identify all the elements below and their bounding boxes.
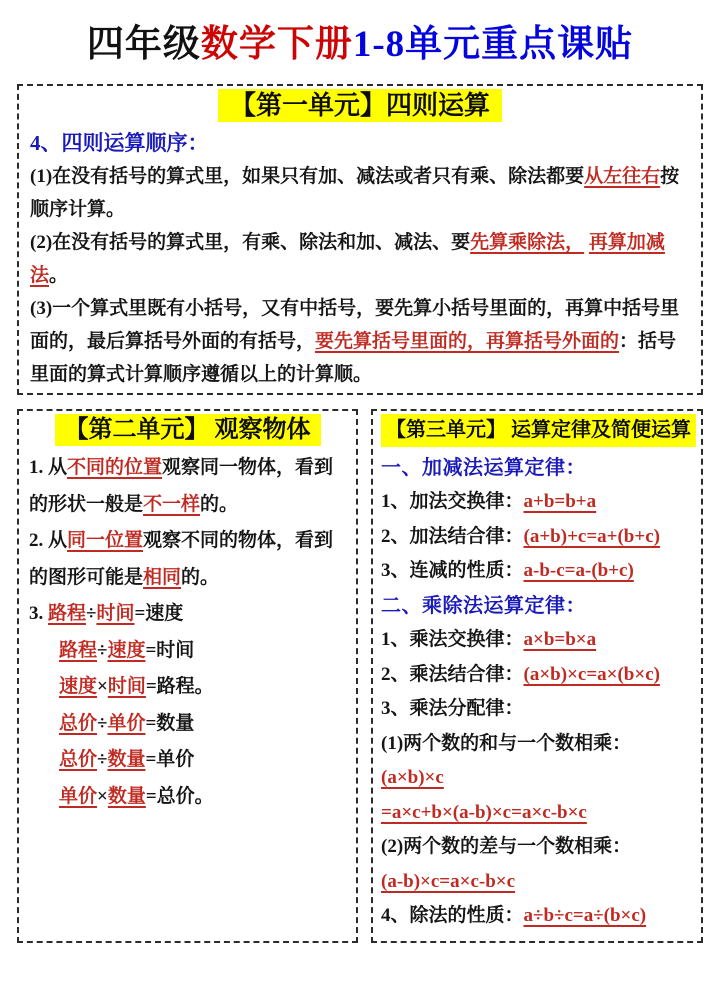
unit3-box: [371, 409, 703, 943]
unit2-box: [17, 409, 358, 943]
text-segment: 要先算括号里面的，再算括号外面的: [315, 331, 620, 353]
unit2-item-2: [29, 523, 346, 596]
unit3-heading-2: 二、乘除法运算定律：: [381, 594, 586, 617]
lower-columns: [17, 409, 703, 943]
text-segment: 不一样: [143, 493, 201, 515]
text-segment: =数量: [145, 712, 195, 734]
text-segment: 数量: [107, 785, 146, 807]
text-segment: 相同: [143, 566, 182, 588]
unit3-heading-1: 一、加减法运算定律：: [381, 456, 586, 479]
text-segment: 同一位置: [67, 530, 144, 552]
text-segment: 四年级: [86, 24, 201, 65]
text-segment: 3.: [29, 603, 48, 625]
unit1-paragraph-3: [30, 292, 690, 391]
text-segment: 1-8单元重点课贴: [352, 24, 634, 65]
unit3-formula-2: [381, 796, 693, 831]
text-segment: (2)在没有括号的算式里，有乘、除法和加、减法、要: [30, 232, 471, 254]
unit1-paragraph-2: [30, 226, 690, 292]
unit2-title-row: [29, 414, 346, 447]
unit1-title-row: [30, 89, 690, 123]
unit3-title: 【第三单元】 运算定律及简便运算: [381, 414, 696, 447]
unit1-box: [17, 84, 703, 395]
text-segment: 2、加法结合律：: [381, 525, 524, 547]
text-segment: =a×c+b×(a-b)×c=a×c-b×c: [381, 801, 587, 823]
text-segment: ÷: [97, 749, 108, 771]
text-segment: ×: [97, 785, 108, 807]
text-segment: 4、除法的性质：: [381, 905, 524, 927]
text-segment: ÷: [97, 712, 108, 734]
unit3-item-2: [381, 520, 693, 555]
text-segment: 。: [49, 265, 69, 287]
text-segment: 1、加法交换律：: [381, 491, 524, 513]
text-segment: 3、乘法分配律：: [381, 698, 524, 720]
text-segment: 数学下册: [200, 24, 353, 65]
text-segment: 观察不同的物体，看到的图形可能是: [29, 530, 334, 588]
text-segment: =时间: [145, 639, 195, 661]
text-segment: ÷: [97, 639, 108, 661]
text-segment: (1)在没有括号的算式里，如果只有加、减法或者只有乘、除法都要: [30, 166, 585, 188]
text-segment: (a+b)+c=a+(b+c): [523, 525, 660, 547]
text-segment: 路程: [48, 603, 87, 625]
unit3-item-5: [381, 658, 693, 693]
unit3-item-6: [381, 692, 693, 727]
text-segment: =速度: [134, 603, 184, 625]
text-segment: 数量: [107, 749, 146, 771]
text-segment: ÷: [86, 603, 97, 625]
unit3-formula-1: [381, 761, 693, 796]
unit2-item-3: [29, 596, 346, 633]
text-segment: 再算加减法: [30, 232, 665, 287]
text-segment: 单价: [107, 712, 146, 734]
text-segment: 时间: [107, 676, 146, 698]
text-segment: a+b=b+a: [523, 491, 597, 513]
text-segment: (a-b)×c=a×c-b×c: [381, 870, 516, 892]
unit1-title: 【第一单元】四则运算: [218, 89, 502, 123]
text-segment: =总价。: [145, 785, 214, 807]
text-segment: (1)两个数的和与一个数相乘：: [381, 732, 632, 754]
text-segment: (2)两个数的差与一个数相乘：: [381, 836, 632, 858]
unit2-formula-1: [29, 633, 346, 670]
text-segment: 先算乘除法，: [470, 232, 585, 254]
text-segment: (a×b)×c=a×(b×c): [523, 663, 660, 685]
text-segment: 2. 从: [29, 530, 68, 552]
text-segment: 总价: [59, 749, 98, 771]
text-segment: 按顺序计算。: [30, 166, 680, 221]
text-segment: 的。: [181, 566, 220, 588]
page-title: [0, 24, 720, 67]
text-segment: 速度: [59, 676, 98, 698]
text-segment: ：括号里面的算式计算顺序遵循以上的计算顺。: [30, 331, 677, 386]
unit2-title: 【第二单元】 观察物体: [55, 414, 321, 447]
unit3-formula-3: [381, 865, 693, 900]
text-segment: a×b=b×a: [523, 629, 597, 651]
unit3-item-7: [381, 727, 693, 762]
text-segment: 时间: [96, 603, 135, 625]
text-segment: 不同的位置: [67, 457, 163, 479]
text-segment: =路程。: [145, 676, 214, 698]
unit1-paragraph-1: [30, 160, 690, 226]
unit3-item-9: [381, 899, 693, 934]
text-segment: a-b-c=a-(b+c): [523, 560, 634, 582]
unit2-item-1: [29, 450, 346, 523]
text-segment: 3、连减的性质：: [381, 560, 524, 582]
page: [0, 24, 720, 984]
unit3-item-1: [381, 485, 693, 520]
text-segment: 的。: [200, 493, 239, 515]
unit3-item-3: [381, 554, 693, 589]
text-segment: 路程: [59, 639, 98, 661]
text-segment: 1. 从: [29, 457, 68, 479]
text-segment: 2、乘法结合律：: [381, 663, 524, 685]
text-segment: 从左往右: [584, 166, 661, 188]
unit2-formula-5: [29, 779, 346, 816]
unit3-title-row: [381, 414, 693, 447]
unit1-heading: 4、四则运算顺序：: [30, 131, 209, 156]
text-segment: 总价: [59, 712, 98, 734]
text-segment: a÷b÷c=a÷(b×c): [523, 905, 647, 927]
text-segment: 1、乘法交换律：: [381, 629, 524, 651]
text-segment: =单价: [145, 749, 195, 771]
text-segment: 观察同一物体，看到的形状一般是: [29, 457, 334, 515]
unit2-formula-2: [29, 669, 346, 706]
text-segment: (3)一个算式里既有小括号，又有中括号，要先算小括号里面的，再算中括号里面的，最后算括号外面的有括号，: [30, 298, 680, 353]
unit3-item-8: [381, 830, 693, 865]
text-segment: ×: [97, 676, 108, 698]
unit3-item-4: [381, 623, 693, 658]
text-segment: 速度: [107, 639, 146, 661]
unit2-formula-4: [29, 742, 346, 779]
text-segment: 单价: [59, 785, 98, 807]
unit2-formula-3: [29, 706, 346, 743]
text-segment: (a×b)×c: [381, 767, 444, 789]
